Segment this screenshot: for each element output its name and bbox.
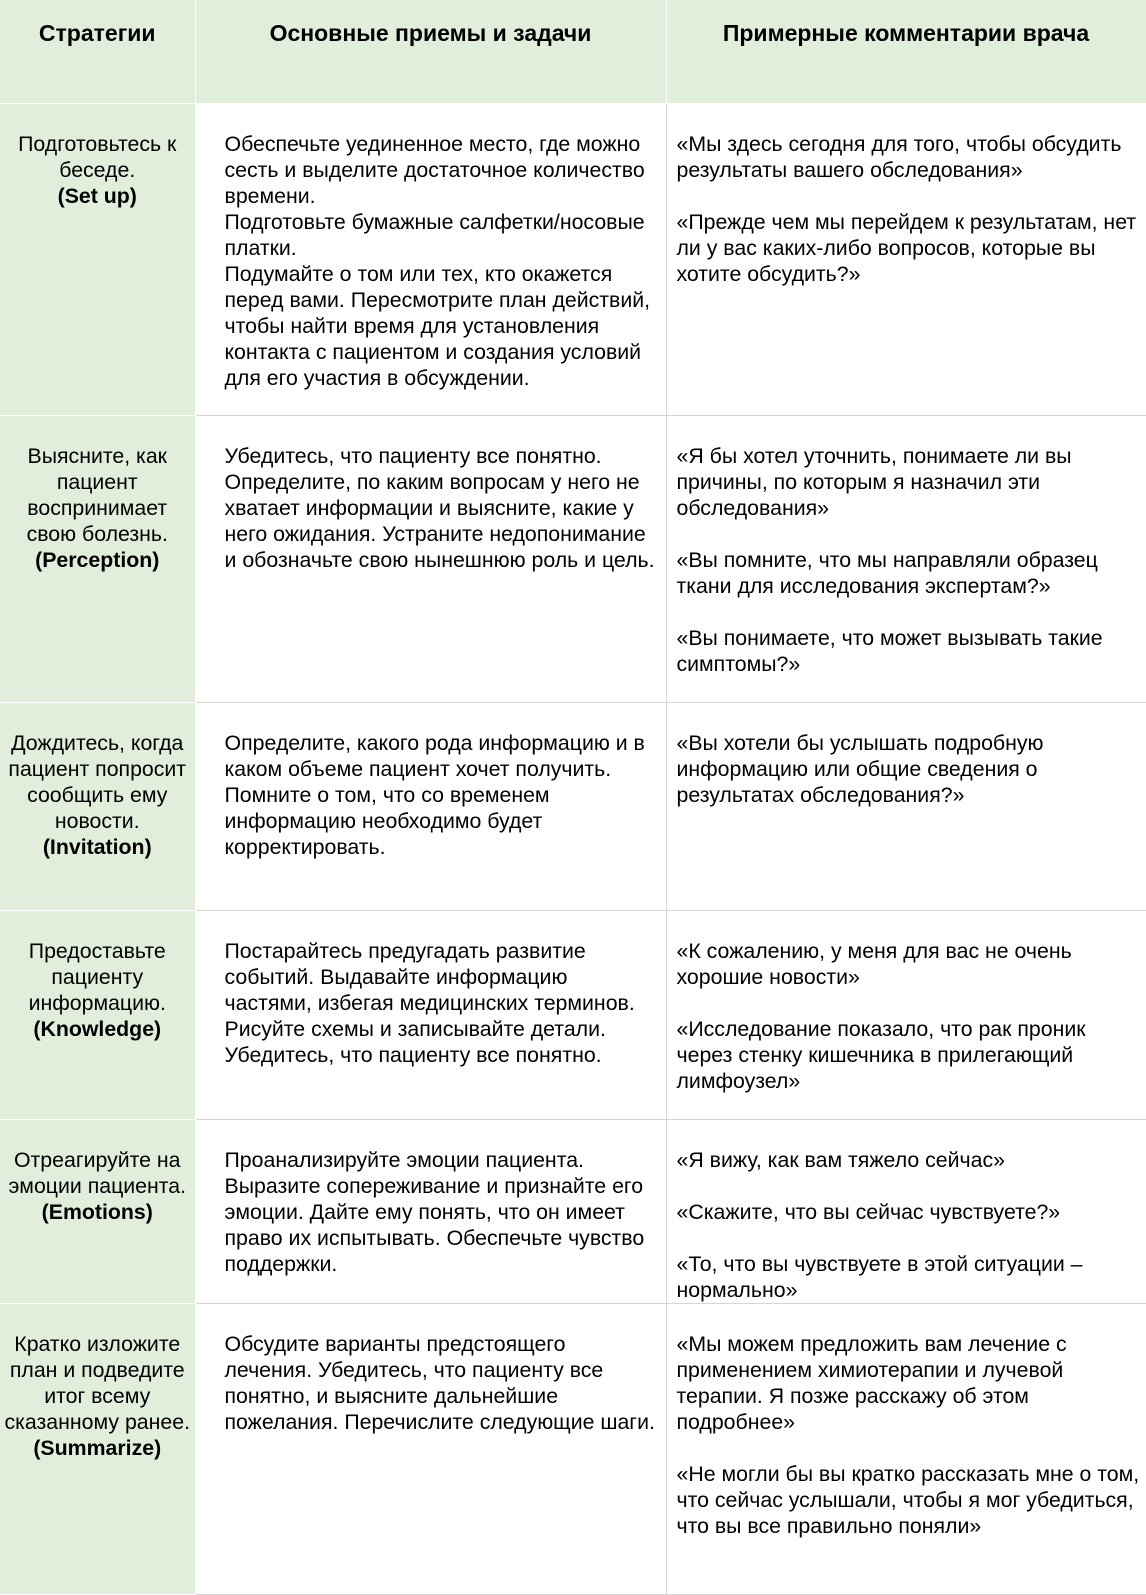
comment-text: «Мы здесь сегодня для того, чтобы обсудить результаты вашего обследования» — [676, 131, 1122, 182]
tasks-cell — [195, 1303, 666, 1594]
comment-text: «Прежде чем мы перейдем к результатам, нет ли у вас каких-либо вопросов, которые вы хотите обсудить?» — [676, 209, 1137, 286]
strategy-cell — [0, 1119, 195, 1303]
comment-text: «Вы понимаете, что может вызывать такие симптомы?» — [676, 625, 1103, 676]
comments-cell — [666, 1119, 1146, 1303]
tasks-cell — [195, 702, 666, 910]
header-strategies: Стратегии — [0, 0, 195, 103]
tasks-cell — [195, 910, 666, 1119]
tasks-cell — [195, 1119, 666, 1303]
task-text: Подготовьте бумажные салфетки/носовые платки. — [224, 209, 645, 260]
comment-text: «То, что вы чувствуете в этой ситуации – нормально» — [676, 1251, 1083, 1302]
strategy-cell — [0, 103, 195, 415]
strategy-text: Выясните, как пациент воспринимает свою болезнь. — [26, 443, 168, 546]
table-row — [0, 910, 1146, 1119]
table-row — [0, 1303, 1146, 1594]
comment-text: «Не могли бы вы кратко рассказать мне о том, что сейчас услышали, чтобы я мог убедиться, что вы все правильно поняли» — [676, 1461, 1140, 1538]
comment-text: «Скажите, что вы сейчас чувствуете?» — [676, 1199, 1061, 1224]
table-row — [0, 1119, 1146, 1303]
strategy-cell — [0, 415, 195, 702]
table-row — [0, 103, 1146, 415]
table-row — [0, 702, 1146, 910]
comment-text: «Я бы хотел уточнить, понимаете ли вы причины, по которым я назначил эти обследования» — [676, 443, 1072, 520]
strategy-english: (Emotions) — [41, 1199, 153, 1224]
comments-cell — [666, 910, 1146, 1119]
comment-text: «Я вижу, как вам тяжело сейчас» — [676, 1147, 1005, 1172]
comments-cell — [666, 103, 1146, 415]
header-tasks: Основные приемы и задачи — [195, 0, 666, 103]
strategy-english: (Knowledge) — [33, 1016, 162, 1041]
strategy-text: Предоставьте пациенту информацию. — [28, 938, 166, 1015]
strategy-text: Дождитесь, когда пациент попросит сообщить ему новости. — [8, 730, 187, 833]
strategy-text: Подготовьтесь к беседе. — [18, 131, 177, 182]
task-text: Постарайтесь предугадать развитие событий. Выдавайте информацию частями, избегая медицинских терминов. Рисуйте схемы и записывайте детали. Убедитесь, что пациенту все понятно. — [224, 938, 635, 1067]
task-text: Убедитесь, что пациенту все понятно. Определите, по каким вопросам у него не хватает информации и выясните, какие у него ожидания. Устраните недопонимание и обозначьте свою нынешнюю роль и цель. — [224, 443, 655, 572]
task-text: Определите, какого рода информацию и в каком объеме пациент хочет получить. Помните о том, что со временем информацию необходимо будет корректировать. — [224, 730, 645, 859]
strategy-english: (Summarize) — [33, 1435, 162, 1460]
task-text: Обсудите варианты предстоящего лечения. Убедитесь, что пациенту все понятно, и выясните дальнейшие пожелания. Перечислите следующие шаги. — [224, 1331, 655, 1434]
strategy-text: Кратко изложите план и подведите итог всему сказанному ранее. — [4, 1331, 191, 1434]
header-row — [0, 0, 1146, 103]
strategy-cell — [0, 1303, 195, 1594]
tasks-cell — [195, 415, 666, 702]
tasks-cell — [195, 103, 666, 415]
strategy-text: Отреагируйте на эмоции пациента. — [8, 1147, 187, 1198]
table-row — [0, 415, 1146, 702]
task-text: Подумайте о том или тех, кто окажется перед вами. Пересмотрите план действий, чтобы найти время для установления контакта с пациентом и создания условий для его участия в обсуждении. — [224, 261, 651, 390]
strategy-cell — [0, 910, 195, 1119]
comment-text: «Мы можем предложить вам лечение с применением химиотерапии и лучевой терапии. Я позже расскажу об этом подробнее» — [676, 1331, 1067, 1434]
task-text: Проанализируйте эмоции пациента. Выразите сопереживание и признайте его эмоции. Дайте ему понять, что он имеет право их испытывать. Обеспечьте чувство поддержки. — [224, 1147, 645, 1276]
comment-text: «Вы хотели бы услышать подробную информацию или общие сведения о результатах обследования?» — [676, 730, 1044, 807]
comment-text: «Исследование показало, что рак проник через стенку кишечника в прилегающий лимфоузел» — [676, 1016, 1086, 1093]
comment-text: «Вы помните, что мы направляли образец ткани для исследования экспертам?» — [676, 547, 1098, 598]
task-text: Обеспечьте уединенное место, где можно сесть и выделите достаточное количество времени. — [224, 131, 645, 208]
strategy-english: (Invitation) — [42, 834, 152, 859]
comments-cell — [666, 702, 1146, 910]
header-comments: Примерные комментарии врача — [666, 0, 1146, 103]
strategy-cell — [0, 702, 195, 910]
comments-cell — [666, 415, 1146, 702]
comment-text: «К сожалению, у меня для вас не очень хорошие новости» — [676, 938, 1072, 989]
strategy-english: (Set up) — [57, 183, 137, 208]
strategy-english: (Perception) — [35, 547, 160, 572]
comments-cell — [666, 1303, 1146, 1594]
